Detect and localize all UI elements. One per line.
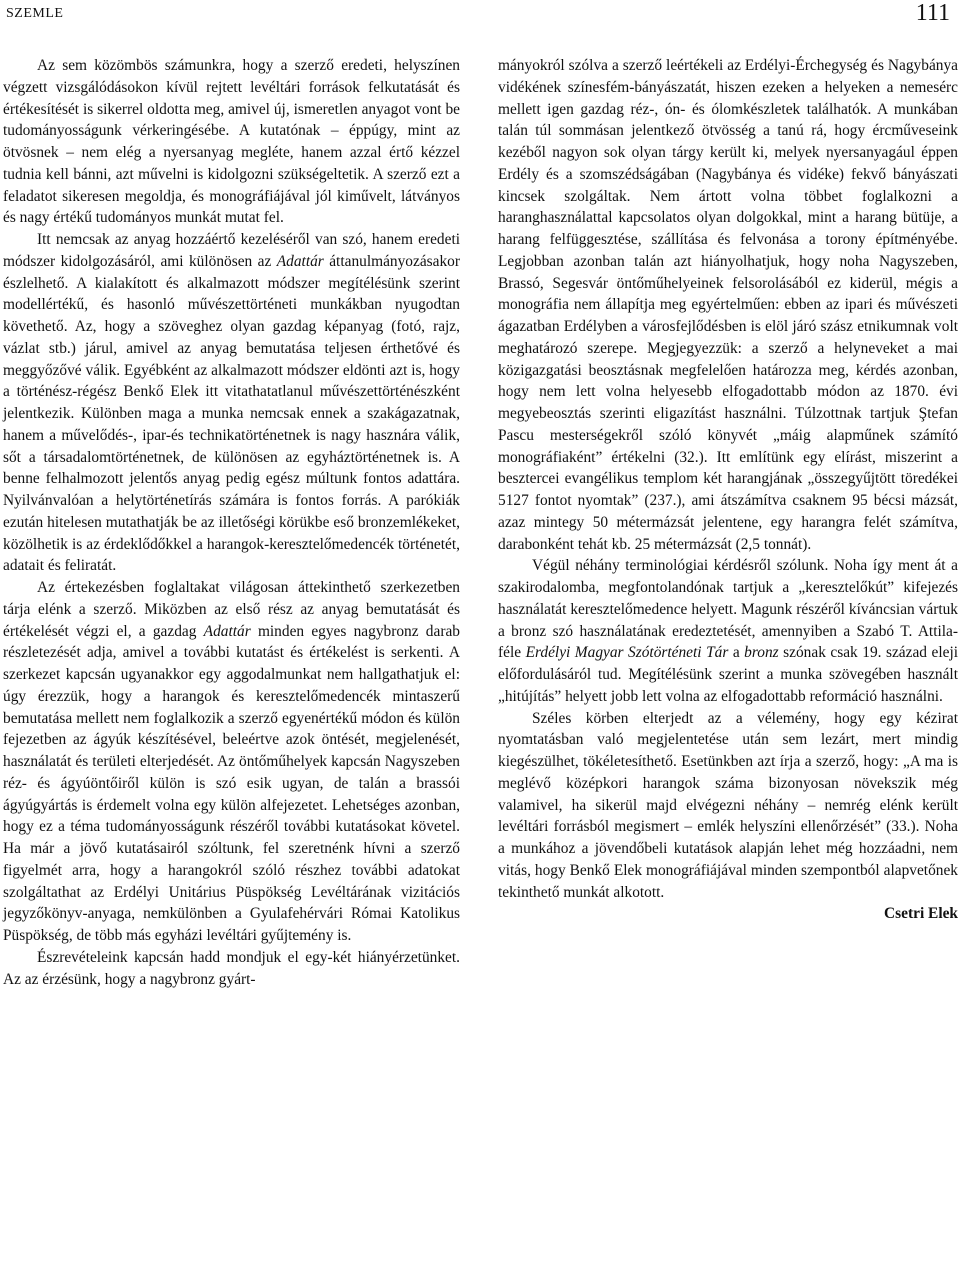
- paragraph: [498, 555, 958, 707]
- text-run: Az értekezésben foglaltakat világosan áttekinthető szerkezetben tárja elénk a szerző. Miközben az első rész az anyag bemutatását és értékelését végzi el, a gazdag: [3, 579, 460, 640]
- italic-title: bronz: [744, 644, 779, 662]
- text-run: Itt nemcsak az anyag hozzáértő kezeléséről van szó, hanem eredeti módszer kidolgozásáról, ami különösen az: [3, 231, 460, 270]
- text-run: Végül néhány terminológiai kérdésről szólunk. Noha így ment át a szakirodalomba, megfontolandónak tartjuk a „keresztelőkút” kifejezés használatát keresztelőmedence helyett. Magunk részéről kíváncsian vártuk a bronz szó használatának eredeztetését, amennyiben a Szabó T. Attila-féle: [498, 557, 958, 662]
- text-run: mányokról szólva a szerző leértékeli az Erdélyi-Érchegység és Nagybánya vidékének színesfém-bányászatát, hiszen ezeken a helyeken a nemesérc mellett igen gazdag réz-, ón- és ólomkészletek találhatók. A munkában talán túl sommásan jelentkező ötvösség a tanú rá, hogy ércműveseink kezéből nagyon sok olyan tárgy került ki, melyek nyersanyagául éppen Erdély és a szomszédságában (Nagybánya és vidéke) fekvő bányászati kincsek szolgáltak. Nem ártott volna többet foglalkozni a haranghasználattal kapcsolatos olyan dolgokkal, mint a harang bütüje, a harang felfüggesztése, szállítása és felvonása a torony építményébe. Legjobban azonban talán azt hiányolhatjuk, hogy noha Nagyszeben, Brassó, Segesvár öntőműhelyeinek felsorolásából ez kiderül, mégis a monográfia nem állapítja meg egyértelműen: ebben az ipari és művészeti ágazatban Erdélyben a városfejlődésben is elöl járó szász etnikumnak volt meghatározó szerepe. Megjegyezzük: a szerző a helyneveket a mai közigazgatási beosztásnak megfelelően határozza meg, kérdés azonban, hogy nem lett volna helyesebb elfogadottabb módon az 1870. évi megyebeosztás szerinti eligazítást használni. Túlzottnak tartjuk Ştefan Pascu mesterségekről szóló könyvét „máig alapműnek számító monográfiaként” értékelni (32.). Itt említünk egy elírást, miszerint a besztercei evangélikus templom két harangjának „összegyűjtött töredékei 5127 fontot nyomtak” (237.), ami átszámítva csaknem 95 bécsi mázsát, azaz mintegy 50 métermázsát jelentene, egy harangra felét számítva, darabonként tehát kb. 25 métermázsát (2,5 tonnát).: [498, 57, 958, 553]
- paragraph: [3, 947, 460, 991]
- italic-title: Adattár: [276, 252, 324, 270]
- page-header: [6, 0, 950, 28]
- paragraph: [498, 55, 958, 555]
- paragraph: [3, 55, 460, 229]
- text-run: Észrevételeink kapcsán hadd mondjuk el egy-két hiányérzetünket. Az az érzésünk, hogy a nagybronz gyárt-: [3, 948, 460, 988]
- signature: Csetri Elek: [884, 905, 958, 923]
- text-run: Az sem közömbös számunkra, hogy a szerző eredeti, helyszínen végzett vizsgálódásokon kívül rejtett levéltári források felkutatását és értékesítését is sikerrel oldotta meg, amivel új, ismeretlen anyagot vont be tudományosságunk vérkeringésébe. A kutatónak – éppúgy, mint az ötvösnek – nem elég a nyersanyag megléte, hanem azzal értő kézzel tudnia kell bánni, azt művelni is kidolgozni szükségeltetik. A szerző ezt a feladatot sikeresen megoldja, és monográfiájával jól kiművelt, látványos és nagy értékű tudományos munkát mutat fel.: [3, 57, 460, 227]
- paragraph: [3, 229, 460, 577]
- paragraph: [498, 708, 958, 904]
- page-number: 111: [915, 0, 950, 26]
- text-run: szónak csak 19. század eleji előfordulásáról tud. Megítélésünk szerint a munka szövegében használt „hitújítás” helyett jobb lett volna az elfogadottabb reformáció használni.: [498, 644, 958, 705]
- paragraph: [3, 577, 460, 947]
- right-column: [498, 55, 958, 925]
- text-run: minden egyes nagybronz darab részletezését adja, amivel a további kutatást és értékelést is serkenti. A szerkezet kapcsán ugyanakkor egy aggodalmunkat nem hallgathatjuk el: úgy érezzük, hogy a harangok és keresztelőmedencék mintaszerű bemutatása mellett nem foglalkozik a szerző egyenértékű módon és külön fejezetben az ágyúk készítésével, beleértve azok öntését, megjelenését, használatát és területi elterjedését. Az öntőműhelyek kapcsán Nagyszeben réz- és ágyúöntőiről külön is szó esik ugyan, de talán a brassói ágyúgyártás is érdemelt volna egy külön alfejezetet. Lehetséges azonban, hogy ez a téma tudományosságunk részéről további kutatásokat követel. Ha már a jövő kutatásairól szóltunk, fel szeretnénk hívni a szerző figyelmét arra, hogy a harangokról szóló részhez további adatokat szolgáltathat az Erdélyi Unitárius Püspökség Levéltárának vizitációs jegyzőkönyv-anyaga, nemkülönben a Gyulafehérvári Római Katolikus Püspökség, de több más egyházi levéltári gyűjtemény is.: [3, 622, 460, 944]
- running-head: SZEMLE: [6, 6, 64, 21]
- text-run: áttanulmányozásakor észlelhető. A kialakított és alkalmazott módszer megítélésünk szerint modellértékű, és hasonló művészettörténeti munkákban nyugodtan követhető. Az, hogy a szöveghez olyan gazdag képanyag (fotó, rajz, vázlat stb.) járul, amivel az anyag bemutatása teljesen érthetővé és meggyőzővé válik. Egyébként az alkalmazott módszer eldönti azt is, hogy a történész-régész Benkő Elek itt vitathatatlanul művészettörténészként jelentkezik. Különben maga a munka nemcsak ennek a szakágazatnak, hanem a művelődés-, ipar-és technikatörténetnek is nagy hasznára válik, sőt a társadalomtörténetnek, de különösen az egyháztörténetnek is. A benne felhalmozott jelentős anyag pedig egész múltunk fontos adattára. Nyilvánvalóan a helytörténetírás számára is fontos forrás. A parókiák ezután hitelesen mutathatják be az illetőségi körükbe eső bronzemlékeket, közölhetik is az érdeklődőkkel a harangok-keresztelőmedencék történetét, adatait és feliratát.: [3, 252, 460, 575]
- italic-title: Erdélyi Magyar Szótörténeti Tár: [525, 644, 729, 662]
- left-column: [3, 55, 460, 990]
- italic-title: Adattár: [203, 622, 251, 640]
- text-run: a: [728, 644, 745, 662]
- text-run: Széles körben elterjedt az a vélemény, hogy egy kézirat nyomtatásban való megjelentetése után sem lezárt, mert mindig kiegészülhet, tökéletesíthető. Esetünkben azt írja a szerző, hogy: „A ma is meglévő középkori harangok száma bizonyosan növekszik még valamivel, ha sikerül majd elvégezni néhány – nemrég elénk került levéltári forrásból megismert – emlék helyszíni ellenőrzését” (33.). Noha a munkához a jövendőbeli kutatások alapján lehet még hozzáadni, nem vitás, hogy Benkő Elek monográfiájával minden szempontból alapvetőnek tekinthető munkát alkotott.: [498, 709, 958, 901]
